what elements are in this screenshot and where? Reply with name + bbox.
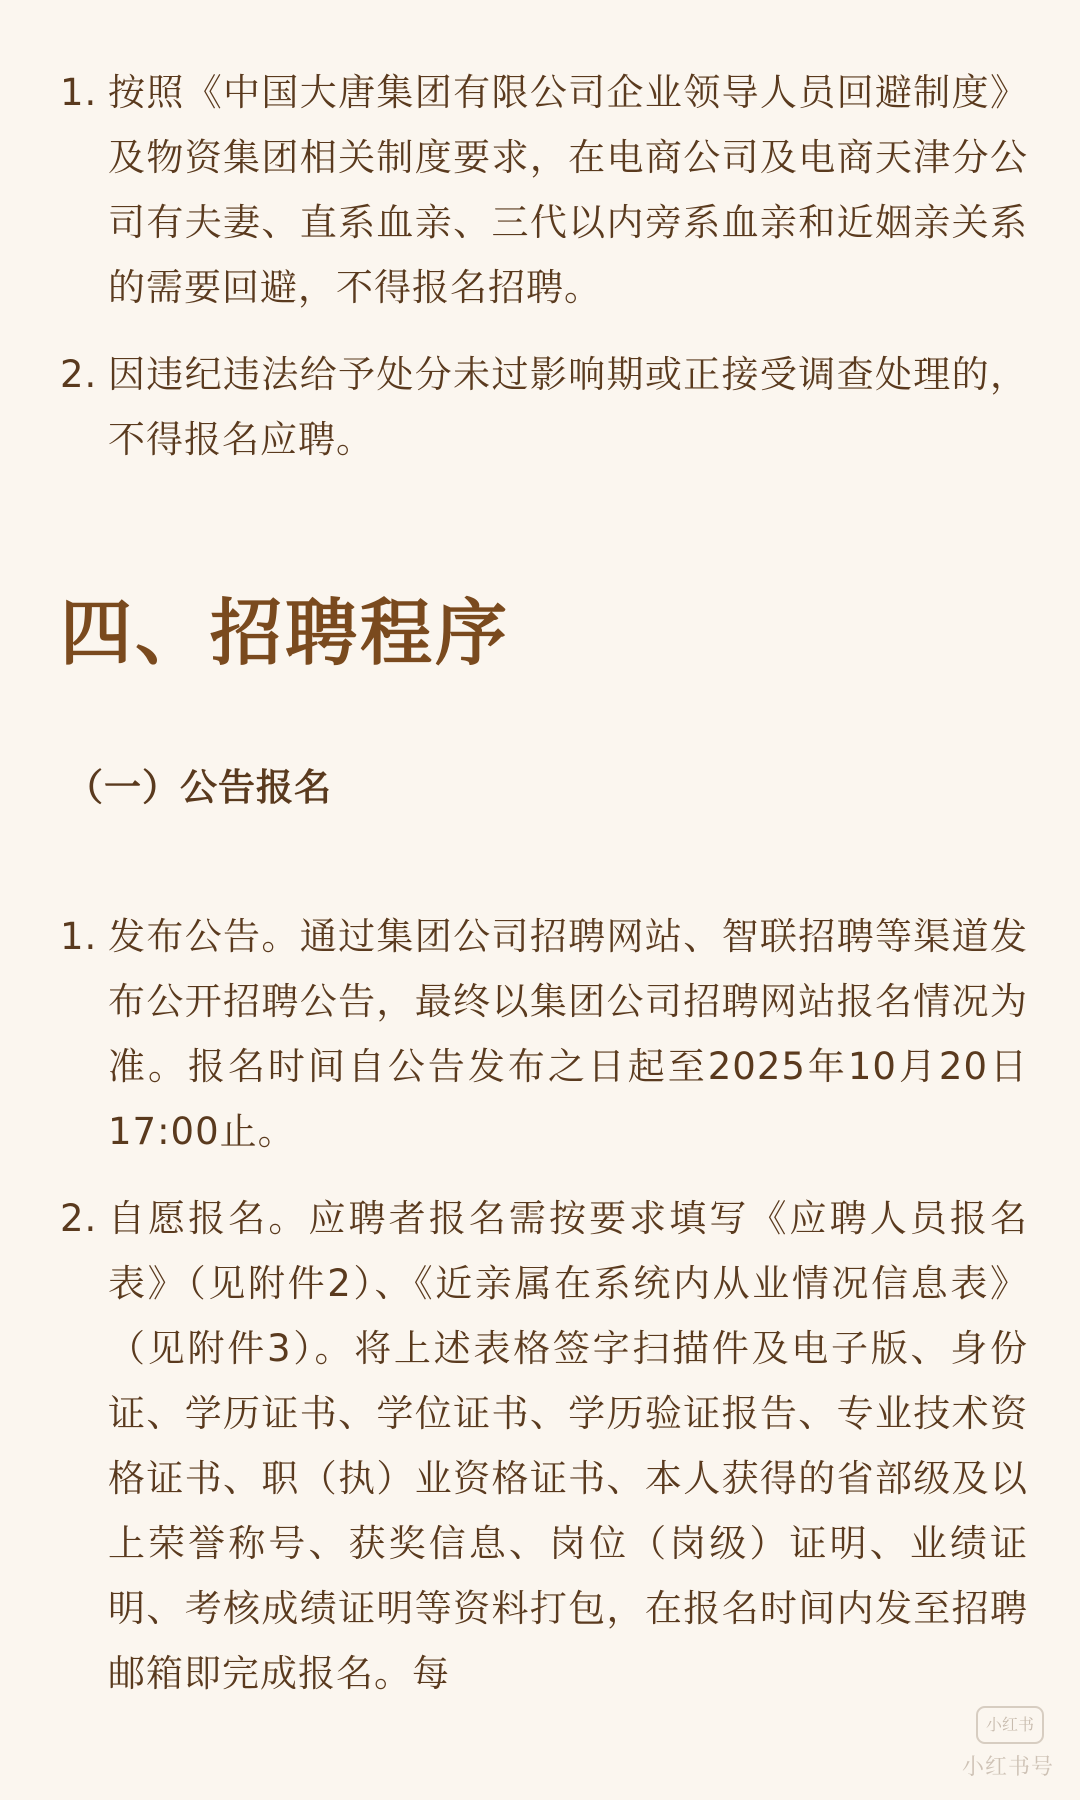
list-item bbox=[60, 342, 1028, 472]
subsection-title: （一）公告报名 bbox=[66, 766, 332, 809]
list-item-text: 按照《中国大唐集团有限公司企业领导人员回避制度》及物资集团相关制度要求，在电商公司及电商天津分公司有夫妻、直系血亲、三代以内旁系血亲和近姻亲关系的需要回避，不得报名招聘。 bbox=[108, 71, 1028, 309]
list-item-text: 因违纪违法给予处分未过影响期或正接受调查处理的，不得报名应聘。 bbox=[108, 353, 1028, 461]
list-item-text: 自愿报名。应聘者报名需按要求填写《应聘人员报名表》（见附件2）、《近亲属在系统内从业情况信息表》（见附件3）。将上述表格签字扫描件及电子版、身份证、学历证书、学位证书、学历验证报告、专业技术资格证书、职（执）业资格证书、本人获得的省部级及以上荣誉称号、获奖信息、岗位（岗级）证明、业绩证明、考核成绩证明等资料打包，在报名时间内发至招聘邮箱即完成报名。每 bbox=[108, 1197, 1028, 1695]
list-item bbox=[60, 1186, 1028, 1706]
list-item bbox=[60, 904, 1028, 1164]
list-item-number: 2. bbox=[60, 1197, 98, 1240]
list-item-text: 发布公告。通过集团公司招聘网站、智联招聘等渠道发布公开招聘公告，最终以集团公司招聘网站报名情况为准。报名时间自公告发布之日起至2025年10月20日17:00止。 bbox=[108, 915, 1028, 1153]
list-item bbox=[60, 60, 1028, 320]
eligibility-list bbox=[60, 60, 1028, 494]
list-item-number: 1. bbox=[60, 915, 98, 958]
section-title: 四、招聘程序 bbox=[60, 591, 511, 675]
watermark-text: 小红书号 bbox=[961, 1755, 1054, 1780]
list-item-number: 2. bbox=[60, 353, 98, 396]
list-item-number: 1. bbox=[60, 71, 98, 114]
registration-list bbox=[60, 904, 1028, 1728]
watermark-logo: 小红书 bbox=[976, 1706, 1044, 1744]
